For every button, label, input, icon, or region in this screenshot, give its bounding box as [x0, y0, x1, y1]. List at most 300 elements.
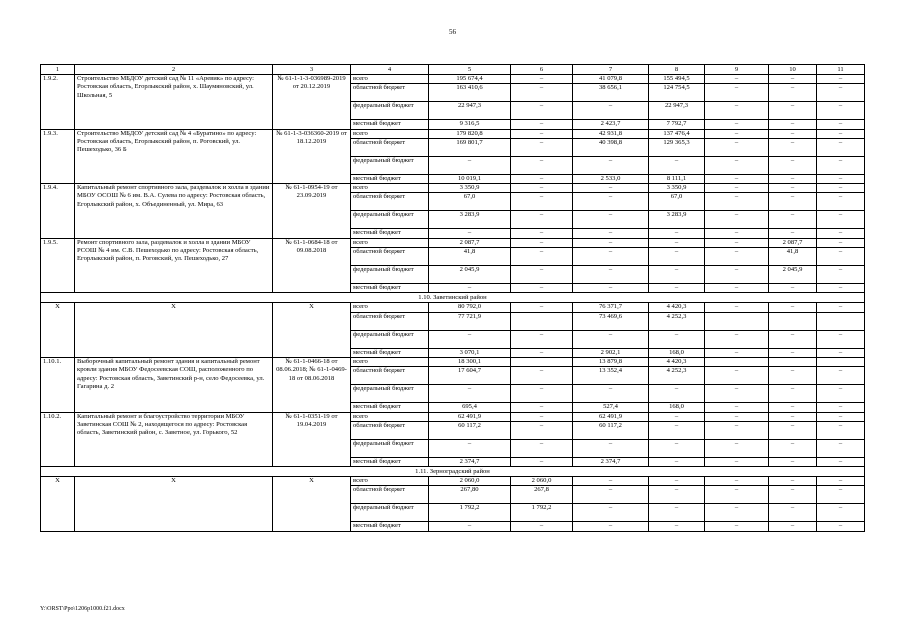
budget-label: федеральный бюджет: [351, 266, 429, 284]
value-cell: –: [705, 238, 769, 247]
value-cell: 137 476,4: [649, 129, 705, 138]
column-header: 3: [273, 65, 351, 75]
column-header: 1: [41, 65, 75, 75]
value-cell: 41,8: [429, 248, 511, 266]
value-cell: 267,80: [429, 486, 511, 504]
value-cell: –: [573, 102, 649, 120]
item-number: X: [41, 477, 75, 532]
value-cell: –: [817, 184, 865, 193]
value-cell: –: [511, 193, 573, 211]
value-cell: –: [705, 75, 769, 84]
value-cell: –: [769, 486, 817, 504]
value-cell: 3 283,9: [649, 211, 705, 229]
value-cell: –: [649, 266, 705, 284]
value-cell: –: [511, 138, 573, 156]
budget-label: местный бюджет: [351, 120, 429, 129]
value-cell: –: [705, 193, 769, 211]
value-cell: –: [705, 174, 769, 183]
value-cell: –: [649, 412, 705, 421]
value-cell: –: [817, 102, 865, 120]
value-cell: 73 469,6: [573, 312, 649, 330]
value-cell: –: [769, 421, 817, 439]
value-cell: –: [705, 102, 769, 120]
budget-label: всего: [351, 129, 429, 138]
value-cell: 2 533,0: [573, 174, 649, 183]
value-cell: –: [649, 477, 705, 486]
column-header: 10: [769, 65, 817, 75]
value-cell: –: [429, 385, 511, 403]
value-cell: –: [769, 367, 817, 385]
budget-label: местный бюджет: [351, 229, 429, 238]
value-cell: 2 374,7: [429, 457, 511, 466]
value-cell: –: [817, 303, 865, 312]
value-cell: 2 902,1: [573, 348, 649, 357]
value-cell: –: [573, 439, 649, 457]
value-cell: 76 371,7: [573, 303, 649, 312]
budget-label: областной бюджет: [351, 84, 429, 102]
value-cell: –: [769, 412, 817, 421]
value-cell: 67,0: [429, 193, 511, 211]
column-header: 9: [705, 65, 769, 75]
value-cell: [705, 312, 769, 330]
value-cell: 62 491,9: [573, 412, 649, 421]
value-cell: –: [511, 156, 573, 174]
item-number: 1.9.2.: [41, 75, 75, 130]
value-cell: –: [769, 138, 817, 156]
value-cell: 1 792,2: [429, 504, 511, 522]
budget-label: областной бюджет: [351, 193, 429, 211]
value-cell: 2 423,7: [573, 120, 649, 129]
value-cell: –: [705, 211, 769, 229]
value-cell: –: [817, 284, 865, 293]
budget-label: федеральный бюджет: [351, 156, 429, 174]
item-number: 1.10.2.: [41, 412, 75, 467]
value-cell: –: [511, 403, 573, 412]
budget-label: местный бюджет: [351, 348, 429, 357]
value-cell: –: [649, 229, 705, 238]
budget-table: [40, 64, 865, 532]
value-cell: [511, 357, 573, 366]
value-cell: –: [769, 385, 817, 403]
table-row: [41, 184, 865, 193]
item-name: Капитальный ремонт и благоустройство территории МБОУ Заветинская СОШ № 2, находящегося по адресу: Ростовская область, Заветинский район, с. Заветное, ул. Горького, 52: [75, 412, 273, 467]
value-cell: –: [705, 129, 769, 138]
value-cell: 22 947,3: [649, 102, 705, 120]
value-cell: –: [705, 421, 769, 439]
value-cell: 3 070,1: [429, 348, 511, 357]
value-cell: –: [573, 385, 649, 403]
section-title: 1.10. Заветинский район: [41, 293, 865, 303]
value-cell: –: [769, 330, 817, 348]
budget-label: местный бюджет: [351, 403, 429, 412]
budget-label: всего: [351, 75, 429, 84]
value-cell: –: [817, 174, 865, 183]
value-cell: –: [573, 504, 649, 522]
column-header: 2: [75, 65, 273, 75]
value-cell: [705, 357, 769, 366]
value-cell: 18 300,1: [429, 357, 511, 366]
value-cell: –: [705, 522, 769, 531]
value-cell: 80 792,0: [429, 303, 511, 312]
value-cell: –: [769, 84, 817, 102]
value-cell: 42 931,8: [573, 129, 649, 138]
budget-label: федеральный бюджет: [351, 439, 429, 457]
value-cell: 62 491,9: [429, 412, 511, 421]
value-cell: 38 656,1: [573, 84, 649, 102]
value-cell: –: [769, 348, 817, 357]
value-cell: –: [573, 193, 649, 211]
value-cell: 3 350,9: [649, 184, 705, 193]
table-row: [41, 303, 865, 312]
column-header: 4: [351, 65, 429, 75]
value-cell: –: [705, 330, 769, 348]
value-cell: –: [511, 75, 573, 84]
value-cell: 695,4: [429, 403, 511, 412]
value-cell: –: [817, 477, 865, 486]
value-cell: 124 754,5: [649, 84, 705, 102]
value-cell: –: [705, 477, 769, 486]
value-cell: –: [817, 348, 865, 357]
budget-label: областной бюджет: [351, 486, 429, 504]
value-cell: –: [817, 457, 865, 466]
value-cell: –: [511, 348, 573, 357]
value-cell: –: [511, 120, 573, 129]
budget-label: всего: [351, 238, 429, 247]
value-cell: –: [511, 412, 573, 421]
value-cell: –: [573, 229, 649, 238]
value-cell: –: [511, 303, 573, 312]
item-document: № 61-1-0351-19 от 19.04.2019: [273, 412, 351, 467]
budget-label: всего: [351, 412, 429, 421]
value-cell: –: [573, 477, 649, 486]
value-cell: –: [511, 238, 573, 247]
item-name: X: [75, 303, 273, 358]
value-cell: 41,8: [769, 248, 817, 266]
value-cell: 2 060,0: [511, 477, 573, 486]
value-cell: –: [511, 330, 573, 348]
value-cell: –: [573, 486, 649, 504]
budget-label: областной бюджет: [351, 138, 429, 156]
value-cell: –: [769, 504, 817, 522]
value-cell: –: [573, 248, 649, 266]
value-cell: –: [649, 504, 705, 522]
budget-label: местный бюджет: [351, 174, 429, 183]
value-cell: –: [817, 211, 865, 229]
budget-label: федеральный бюджет: [351, 504, 429, 522]
value-cell: 60 117,2: [573, 421, 649, 439]
value-cell: –: [429, 330, 511, 348]
value-cell: –: [573, 156, 649, 174]
value-cell: –: [769, 284, 817, 293]
budget-label: областной бюджет: [351, 367, 429, 385]
value-cell: 17 604,7: [429, 367, 511, 385]
item-number: 1.10.1.: [41, 357, 75, 412]
value-cell: 4 252,3: [649, 312, 705, 330]
value-cell: –: [817, 229, 865, 238]
value-cell: –: [649, 284, 705, 293]
column-header: 7: [573, 65, 649, 75]
value-cell: –: [649, 330, 705, 348]
value-cell: –: [817, 403, 865, 412]
value-cell: –: [817, 75, 865, 84]
header-row: [41, 65, 865, 75]
value-cell: 2 060,0: [429, 477, 511, 486]
table-row: [41, 129, 865, 138]
value-cell: –: [817, 367, 865, 385]
column-header: 6: [511, 65, 573, 75]
value-cell: –: [705, 504, 769, 522]
item-document: X: [273, 477, 351, 532]
value-cell: 3 350,9: [429, 184, 511, 193]
value-cell: –: [705, 284, 769, 293]
value-cell: –: [511, 284, 573, 293]
value-cell: 179 820,8: [429, 129, 511, 138]
budget-label: федеральный бюджет: [351, 330, 429, 348]
value-cell: –: [817, 504, 865, 522]
value-cell: –: [769, 439, 817, 457]
value-cell: 2 087,7: [429, 238, 511, 247]
table-row: [41, 357, 865, 366]
value-cell: –: [511, 367, 573, 385]
value-cell: –: [429, 439, 511, 457]
budget-label: всего: [351, 357, 429, 366]
column-header: 8: [649, 65, 705, 75]
value-cell: 22 947,3: [429, 102, 511, 120]
value-cell: –: [511, 84, 573, 102]
budget-label: всего: [351, 303, 429, 312]
value-cell: –: [705, 156, 769, 174]
value-cell: 4 420,3: [649, 303, 705, 312]
value-cell: –: [511, 229, 573, 238]
value-cell: –: [511, 184, 573, 193]
item-name: Строительство МБДОУ детский сад № 11 «Аревик» по адресу: Ростовская область, Егорлыкский район, х. Шаумяновский, ул. Школьная, 5: [75, 75, 273, 130]
value-cell: –: [573, 238, 649, 247]
value-cell: [769, 312, 817, 330]
item-name: Ремонт спортивного зала, раздевалок и холла в здании МБОУ РСОШ № 4 им. С.В. Пешеходько по адресу: Ростовская область, Егорлыкский район, п. Роговский, ул. Пешеходько, 27: [75, 238, 273, 293]
value-cell: –: [511, 248, 573, 266]
item-name: Строительство МБДОУ детский сад № 4 «Буратино» по адресу: Ростовская область, Егорлыкский район, п. Роговский, ул. Пешеходько, 36 Б: [75, 129, 273, 184]
value-cell: 10 019,1: [429, 174, 511, 183]
value-cell: –: [769, 174, 817, 183]
value-cell: –: [511, 129, 573, 138]
table-row: [41, 75, 865, 84]
value-cell: –: [769, 211, 817, 229]
value-cell: –: [705, 138, 769, 156]
item-number: 1.9.3.: [41, 129, 75, 184]
value-cell: 129 365,3: [649, 138, 705, 156]
value-cell: –: [705, 367, 769, 385]
value-cell: –: [511, 439, 573, 457]
item-document: № 61-1-0466-18 от 08.06.2018; № 61-1-0469-18 от 08.06.2018: [273, 357, 351, 412]
item-number: X: [41, 303, 75, 358]
section-row: [41, 467, 865, 477]
value-cell: –: [769, 120, 817, 129]
value-cell: –: [769, 102, 817, 120]
section-title: 1.11. Зерноградский район: [41, 467, 865, 477]
item-number: 1.9.5.: [41, 238, 75, 293]
item-number: 1.9.4.: [41, 184, 75, 239]
value-cell: 67,0: [649, 193, 705, 211]
value-cell: –: [511, 266, 573, 284]
value-cell: –: [817, 385, 865, 403]
value-cell: 1 792,2: [511, 504, 573, 522]
value-cell: 155 494,5: [649, 75, 705, 84]
value-cell: 2 045,9: [429, 266, 511, 284]
value-cell: –: [705, 348, 769, 357]
value-cell: –: [649, 238, 705, 247]
item-document: № 61-1-1-3-036989-2019 от 20.12.2019: [273, 75, 351, 130]
value-cell: –: [705, 120, 769, 129]
budget-label: местный бюджет: [351, 457, 429, 466]
value-cell: –: [429, 522, 511, 531]
value-cell: 169 801,7: [429, 138, 511, 156]
value-cell: –: [705, 303, 769, 312]
value-cell: –: [511, 211, 573, 229]
value-cell: –: [705, 385, 769, 403]
value-cell: 3 283,9: [429, 211, 511, 229]
budget-label: федеральный бюджет: [351, 102, 429, 120]
value-cell: –: [769, 156, 817, 174]
value-cell: –: [769, 477, 817, 486]
value-cell: –: [705, 266, 769, 284]
budget-label: всего: [351, 477, 429, 486]
value-cell: 60 117,2: [429, 421, 511, 439]
page-number: 56: [449, 28, 456, 36]
value-cell: –: [817, 266, 865, 284]
value-cell: 8 111,1: [649, 174, 705, 183]
value-cell: –: [649, 156, 705, 174]
budget-label: федеральный бюджет: [351, 211, 429, 229]
value-cell: –: [511, 174, 573, 183]
value-cell: –: [429, 284, 511, 293]
value-cell: [817, 357, 865, 366]
value-cell: –: [573, 284, 649, 293]
value-cell: –: [705, 229, 769, 238]
value-cell: –: [817, 120, 865, 129]
value-cell: –: [705, 439, 769, 457]
value-cell: –: [573, 211, 649, 229]
value-cell: 40 398,8: [573, 138, 649, 156]
value-cell: –: [817, 439, 865, 457]
value-cell: –: [817, 238, 865, 247]
value-cell: –: [649, 457, 705, 466]
value-cell: [511, 312, 573, 330]
file-path-footer: Y:\ORST\Ppo\1206p1000.f21.docx: [40, 606, 125, 612]
value-cell: [817, 312, 865, 330]
value-cell: –: [769, 303, 817, 312]
value-cell: 4 420,3: [649, 357, 705, 366]
value-cell: –: [573, 266, 649, 284]
value-cell: –: [511, 102, 573, 120]
value-cell: –: [817, 84, 865, 102]
item-name: Выборочный капитальный ремонт здания и капитальный ремонт кровли здания МБОУ Федосеевская СОШ, расположенного по адресу: Ростовская область, Заветинский р-н, село Федосеевка, ул. Гагарина д. 2: [75, 357, 273, 412]
value-cell: –: [769, 403, 817, 412]
value-cell: 527,4: [573, 403, 649, 412]
value-cell: 2 045,9: [769, 266, 817, 284]
item-document: № 61-1-3-036360-2019 от 18.12.2019: [273, 129, 351, 184]
value-cell: 163 410,6: [429, 84, 511, 102]
value-cell: 195 674,4: [429, 75, 511, 84]
value-cell: 13 352,4: [573, 367, 649, 385]
value-cell: –: [573, 184, 649, 193]
value-cell: 2 087,7: [769, 238, 817, 247]
value-cell: –: [769, 457, 817, 466]
budget-label: местный бюджет: [351, 284, 429, 293]
value-cell: –: [705, 184, 769, 193]
value-cell: –: [769, 75, 817, 84]
item-name: X: [75, 477, 273, 532]
value-cell: –: [769, 522, 817, 531]
value-cell: –: [705, 248, 769, 266]
value-cell: –: [649, 439, 705, 457]
value-cell: 7 792,7: [649, 120, 705, 129]
value-cell: –: [705, 84, 769, 102]
value-cell: –: [769, 129, 817, 138]
value-cell: –: [705, 486, 769, 504]
table-row: [41, 238, 865, 247]
item-document: X: [273, 303, 351, 358]
value-cell: –: [769, 229, 817, 238]
value-cell: 41 079,8: [573, 75, 649, 84]
value-cell: –: [817, 248, 865, 266]
value-cell: –: [573, 522, 649, 531]
value-cell: –: [649, 421, 705, 439]
section-row: [41, 293, 865, 303]
value-cell: –: [649, 248, 705, 266]
item-document: № 61-1-0954-19 от 23.09.2019: [273, 184, 351, 239]
value-cell: –: [649, 486, 705, 504]
budget-label: всего: [351, 184, 429, 193]
value-cell: –: [769, 184, 817, 193]
item-document: № 61-1-0684-18 от 09.08.2018: [273, 238, 351, 293]
value-cell: 267,8: [511, 486, 573, 504]
item-name: Капитальный ремонт спортивного зала, раздевалок и холла в здании МБОУ ОСОШ № 6 им. В.А. Сулева по адресу: Ростовская область, Егорлыкский район, х. Объединенный, ул. Мира, 63: [75, 184, 273, 239]
value-cell: –: [817, 156, 865, 174]
table-row: [41, 412, 865, 421]
value-cell: –: [705, 403, 769, 412]
value-cell: –: [817, 129, 865, 138]
value-cell: 168,0: [649, 403, 705, 412]
value-cell: –: [817, 421, 865, 439]
budget-label: областной бюджет: [351, 248, 429, 266]
value-cell: –: [817, 412, 865, 421]
value-cell: 13 879,8: [573, 357, 649, 366]
column-header: 11: [817, 65, 865, 75]
value-cell: –: [705, 412, 769, 421]
value-cell: 4 252,3: [649, 367, 705, 385]
value-cell: –: [511, 522, 573, 531]
budget-label: областной бюджет: [351, 421, 429, 439]
value-cell: –: [649, 522, 705, 531]
value-cell: –: [511, 421, 573, 439]
value-cell: –: [817, 193, 865, 211]
budget-label: федеральный бюджет: [351, 385, 429, 403]
column-header: 5: [429, 65, 511, 75]
value-cell: –: [511, 385, 573, 403]
budget-label: местный бюджет: [351, 522, 429, 531]
table-row: [41, 477, 865, 486]
value-cell: –: [817, 486, 865, 504]
value-cell: –: [769, 193, 817, 211]
value-cell: –: [705, 457, 769, 466]
value-cell: 77 721,9: [429, 312, 511, 330]
value-cell: 168,0: [649, 348, 705, 357]
value-cell: [769, 357, 817, 366]
value-cell: 9 316,5: [429, 120, 511, 129]
value-cell: 2 374,7: [573, 457, 649, 466]
value-cell: –: [817, 522, 865, 531]
budget-label: областной бюджет: [351, 312, 429, 330]
